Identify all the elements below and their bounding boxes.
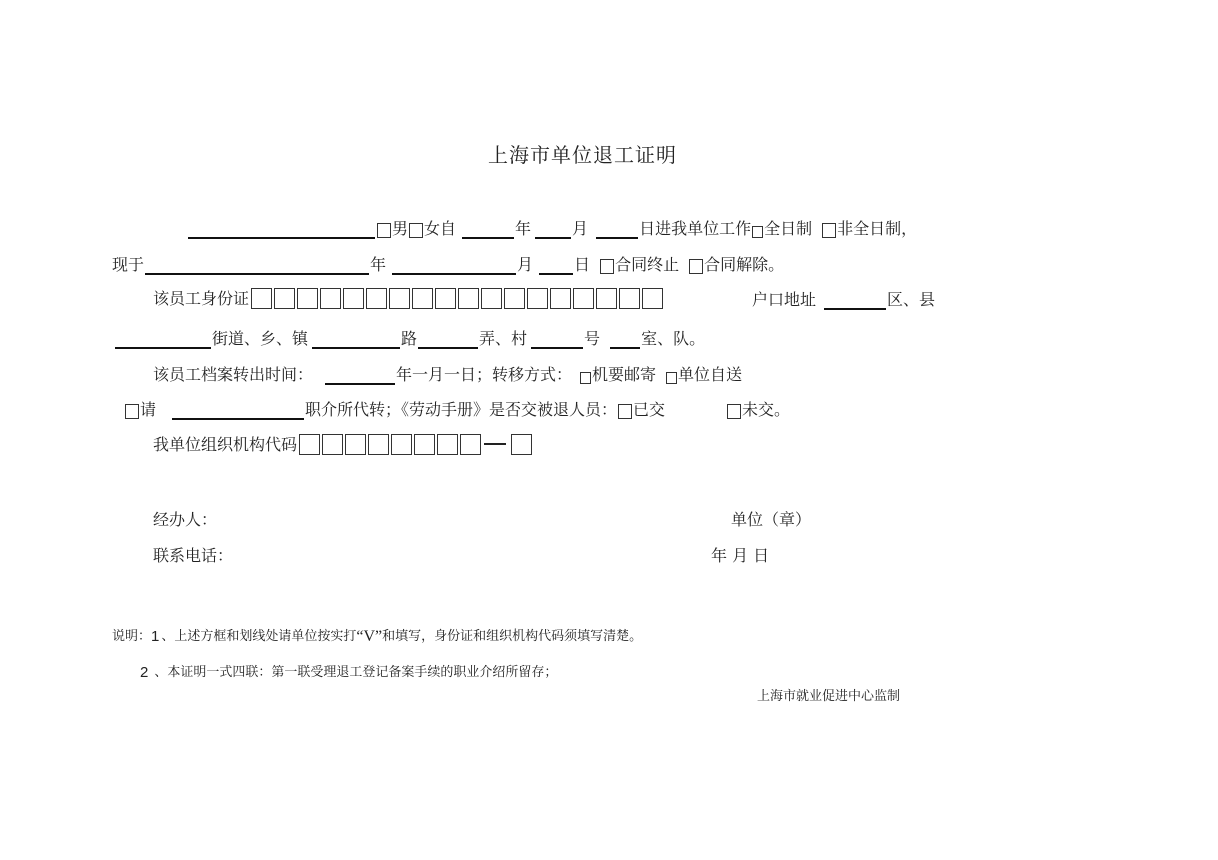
note-2-number: 2 <box>140 664 149 681</box>
sign-date-label: 年 月 日 <box>711 546 770 565</box>
id-number-label: 该员工身份证 <box>153 289 250 308</box>
termination-month-blank[interactable] <box>392 258 516 275</box>
note-2 <box>140 663 557 683</box>
self-delivery-label: 单位自送 <box>678 365 743 384</box>
start-day-blank[interactable] <box>596 222 638 239</box>
full-time-label: 全日制 <box>764 219 813 238</box>
part-time-label: 非全日制， <box>837 219 918 238</box>
org-code-row <box>153 434 532 455</box>
address-row <box>114 329 705 349</box>
not-handed-checkbox[interactable] <box>727 404 741 419</box>
handed-label: 已交 <box>633 400 666 419</box>
female-from-label: 女自 <box>424 219 457 238</box>
male-label: 男 <box>392 219 409 238</box>
year-label: 年 <box>370 255 387 274</box>
org-code-dash <box>484 443 506 445</box>
number-blank[interactable] <box>531 332 583 349</box>
please-checkbox[interactable] <box>125 404 139 419</box>
termination-row <box>112 255 784 275</box>
district-label: 区、县 <box>887 290 936 309</box>
day-label: 日 <box>574 255 591 274</box>
self-delivery-checkbox[interactable] <box>666 372 677 384</box>
note-1-number: 1 <box>151 628 160 645</box>
full-time-checkbox[interactable] <box>752 226 763 238</box>
note-1-text-b: 和填写，身份证和组织机构代码须填写清楚。 <box>382 629 643 644</box>
transfer-year-blank[interactable] <box>325 368 395 385</box>
road-blank[interactable] <box>312 332 400 349</box>
district-blank[interactable] <box>824 293 886 310</box>
org-code-check-box[interactable] <box>511 434 532 455</box>
handler-label: 经办人： <box>153 510 218 529</box>
now-label: 现于 <box>112 255 145 274</box>
contract-terminate-label: 合同终止 <box>615 255 680 274</box>
lane-label: 弄、村 <box>479 329 528 348</box>
start-month-blank[interactable] <box>535 222 571 239</box>
termination-day-blank[interactable] <box>539 258 573 275</box>
note-2-text: 、本证明一式四联：第一联受理退工登记备案手续的职业介绍所留存； <box>154 665 558 680</box>
supervisor-label: 上海市就业促进中心监制 <box>757 689 901 704</box>
file-transfer-row <box>153 365 742 385</box>
year-label: 年 <box>515 219 532 238</box>
agency-row <box>124 400 790 420</box>
transfer-time-label: 该员工档案转出时间： <box>153 365 314 384</box>
not-handed-label: 未交。 <box>742 400 791 419</box>
handed-checkbox[interactable] <box>618 404 632 419</box>
room-label: 室、队。 <box>641 329 706 348</box>
road-label: 路 <box>401 329 418 348</box>
name-blank[interactable] <box>188 222 375 239</box>
hukou-address-group <box>752 290 935 310</box>
note-1 <box>112 627 642 647</box>
org-code-boxes[interactable] <box>299 434 481 455</box>
phone-label: 联系电话： <box>153 546 234 565</box>
please-label: 请 <box>140 400 157 419</box>
contract-terminate-checkbox[interactable] <box>600 259 614 274</box>
note-label: 说明： <box>112 629 152 644</box>
agency-label: 职介所代转；《劳动手册》是否交被退人员： <box>305 400 618 419</box>
part-time-checkbox[interactable] <box>822 223 836 238</box>
contract-dissolve-label: 合同解除。 <box>704 255 785 274</box>
female-checkbox[interactable] <box>409 223 423 238</box>
month-label: 月 <box>572 219 589 238</box>
contract-dissolve-checkbox[interactable] <box>689 259 703 274</box>
hukou-address-label: 户口地址 <box>752 290 817 309</box>
number-label: 号 <box>584 329 601 348</box>
confidential-mail-checkbox[interactable] <box>580 372 591 384</box>
employment-start-row <box>187 219 917 239</box>
agency-blank[interactable] <box>172 403 304 420</box>
note-1-text-a: 、上述方框和划线处请单位按实打 <box>161 629 357 644</box>
org-code-label: 我单位组织机构代码 <box>153 435 298 454</box>
termination-year-blank[interactable] <box>145 258 369 275</box>
month-label: 月 <box>517 255 534 274</box>
page-title: 上海市单位退工证明 <box>488 143 677 167</box>
day-start-label: 日进我单位工作 <box>639 219 752 238</box>
male-checkbox[interactable] <box>377 223 391 238</box>
unit-seal-label: 单位（章） <box>731 510 812 529</box>
transfer-date-label: 年一月一日；转移方式： <box>396 365 573 384</box>
confidential-mail-label: 机要邮寄 <box>592 365 657 384</box>
street-blank[interactable] <box>115 332 211 349</box>
id-number-boxes[interactable] <box>251 288 663 309</box>
room-blank[interactable] <box>610 332 640 349</box>
start-year-blank[interactable] <box>462 222 514 239</box>
id-hukou-row <box>153 288 663 309</box>
street-label: 街道、乡、镇 <box>212 329 309 348</box>
lane-blank[interactable] <box>418 332 478 349</box>
note-1-v-mark: “V” <box>356 628 383 645</box>
